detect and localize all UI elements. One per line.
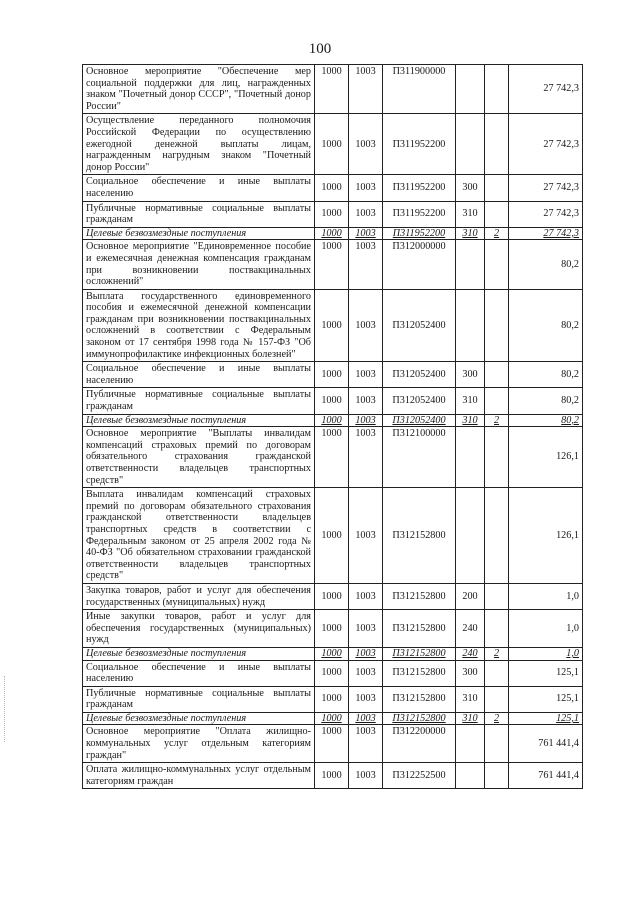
row-name: Социальное обеспечение и иные выплаты населению [83, 362, 315, 388]
row-amount: 27 742,3 [509, 175, 583, 201]
row-amount: 761 441,4 [509, 725, 583, 763]
row-source: 2 [485, 647, 509, 660]
table-row [83, 240, 583, 289]
table-row [83, 175, 583, 201]
row-name: Оплата жилищно-коммунальных услуг отдельным категориям граждан [83, 763, 315, 789]
row-target-code: П312052400 [383, 362, 456, 388]
row-amount: 125,1 [509, 660, 583, 686]
row-expense-type [456, 427, 485, 488]
row-section: 1000 [315, 240, 349, 289]
row-source: 2 [485, 712, 509, 725]
table-row [83, 583, 583, 609]
row-subsection: 1003 [349, 414, 383, 427]
row-subsection: 1003 [349, 583, 383, 609]
row-subsection: 1003 [349, 660, 383, 686]
row-section: 1000 [315, 201, 349, 227]
row-source [485, 427, 509, 488]
table-row [83, 65, 583, 114]
table-row [83, 647, 583, 660]
row-subsection: 1003 [349, 725, 383, 763]
row-expense-type: 240 [456, 647, 485, 660]
row-subsection: 1003 [349, 114, 383, 175]
row-source [485, 610, 509, 648]
row-expense-type [456, 763, 485, 789]
row-section: 1000 [315, 725, 349, 763]
row-source [485, 388, 509, 414]
row-name: Публичные нормативные социальные выплаты гражданам [83, 201, 315, 227]
row-section: 1000 [315, 427, 349, 488]
row-expense-type: 310 [456, 227, 485, 240]
row-section: 1000 [315, 289, 349, 362]
table-row [83, 488, 583, 584]
row-expense-type: 300 [456, 660, 485, 686]
row-amount: 80,2 [509, 414, 583, 427]
row-subsection: 1003 [349, 227, 383, 240]
row-subsection: 1003 [349, 427, 383, 488]
row-name: Публичные нормативные социальные выплаты гражданам [83, 388, 315, 414]
row-target-code: П312052400 [383, 414, 456, 427]
row-subsection: 1003 [349, 712, 383, 725]
row-section: 1000 [315, 114, 349, 175]
row-target-code: П312052400 [383, 388, 456, 414]
row-expense-type [456, 240, 485, 289]
row-name: Основное мероприятие "Единовременное пособие и ежемесячная денежная компенсация гражданам при возникновении поствакцинальных осложнений" [83, 240, 315, 289]
row-target-code: П311952200 [383, 201, 456, 227]
row-amount: 27 742,3 [509, 201, 583, 227]
row-subsection: 1003 [349, 763, 383, 789]
row-section: 1000 [315, 362, 349, 388]
row-name: Целевые безвозмездные поступления [83, 227, 315, 240]
table-row [83, 660, 583, 686]
row-expense-type: 310 [456, 388, 485, 414]
row-target-code: П311952200 [383, 227, 456, 240]
table-row [83, 686, 583, 712]
row-source [485, 65, 509, 114]
row-amount: 27 742,3 [509, 114, 583, 175]
table-row [83, 362, 583, 388]
row-amount: 80,2 [509, 240, 583, 289]
row-section: 1000 [315, 647, 349, 660]
row-expense-type: 240 [456, 610, 485, 648]
row-source [485, 686, 509, 712]
table-row [83, 227, 583, 240]
table-row [83, 610, 583, 648]
row-name: Осуществление переданного полномочия Российской Федерации по осуществлению ежегодной денежной выплаты лицам, награжденным нагрудным знаком "Почетный донор России" [83, 114, 315, 175]
row-name: Социальное обеспечение и иные выплаты населению [83, 660, 315, 686]
row-source [485, 175, 509, 201]
row-section: 1000 [315, 763, 349, 789]
row-section: 1000 [315, 610, 349, 648]
row-source [485, 114, 509, 175]
row-name: Основное мероприятие "Оплата жилищно-коммунальных услуг отдельным категориям граждан" [83, 725, 315, 763]
row-expense-type: 310 [456, 414, 485, 427]
row-amount: 1,0 [509, 610, 583, 648]
row-section: 1000 [315, 583, 349, 609]
row-source [485, 289, 509, 362]
row-target-code: П312152800 [383, 488, 456, 584]
row-target-code: П311952200 [383, 114, 456, 175]
table-row [83, 763, 583, 789]
row-target-code: П312052400 [383, 289, 456, 362]
row-amount: 125,1 [509, 686, 583, 712]
row-source: 2 [485, 227, 509, 240]
row-source [485, 488, 509, 584]
row-name: Выплата государственного единовременного пособия и ежемесячной денежной компенсации гражданам при возникновении поствакцинальных осложнений в соответствии с Федеральным законом от 17 сентября 1998 года № 157-ФЗ "Об иммунопрофилактике инфекционных болезней" [83, 289, 315, 362]
row-name: Целевые безвозмездные поступления [83, 647, 315, 660]
row-section: 1000 [315, 175, 349, 201]
row-amount: 761 441,4 [509, 763, 583, 789]
row-subsection: 1003 [349, 647, 383, 660]
row-expense-type [456, 289, 485, 362]
row-name: Основное мероприятие "Выплаты инвалидам компенсаций страховых премий по договорам обязательного страхования гражданской ответственности владельцев транспортных средств" [83, 427, 315, 488]
row-name: Целевые безвозмездные поступления [83, 712, 315, 725]
row-source [485, 240, 509, 289]
row-amount: 80,2 [509, 289, 583, 362]
row-name: Иные закупки товаров, работ и услуг для обеспечения государственных (муниципальных) нужд [83, 610, 315, 648]
row-section: 1000 [315, 686, 349, 712]
row-source: 2 [485, 414, 509, 427]
row-amount: 125,1 [509, 712, 583, 725]
row-amount: 27 742,3 [509, 227, 583, 240]
row-target-code: П312152800 [383, 660, 456, 686]
row-expense-type [456, 488, 485, 584]
table-row [83, 114, 583, 175]
row-source [485, 583, 509, 609]
row-amount: 80,2 [509, 362, 583, 388]
row-section: 1000 [315, 660, 349, 686]
table-row [83, 725, 583, 763]
page-number: 100 [308, 41, 332, 57]
row-expense-type: 310 [456, 201, 485, 227]
row-target-code: П312000000 [383, 240, 456, 289]
row-source [485, 362, 509, 388]
row-amount: 1,0 [509, 647, 583, 660]
row-target-code: П312200000 [383, 725, 456, 763]
row-name: Выплата инвалидам компенсаций страховых премий по договорам обязательного страхования гражданской ответственности владельцев транспортных средств в соответствии с Федеральным законом от 25 апреля 2002 года № 40-ФЗ "Об обязательном страховании гражданской ответственности владельцев транспортных средств" [83, 488, 315, 584]
table-row [83, 414, 583, 427]
table-row [83, 201, 583, 227]
row-section: 1000 [315, 388, 349, 414]
row-expense-type: 310 [456, 686, 485, 712]
row-section: 1000 [315, 227, 349, 240]
row-expense-type: 300 [456, 362, 485, 388]
row-amount: 126,1 [509, 488, 583, 584]
row-amount: 80,2 [509, 388, 583, 414]
row-expense-type: 200 [456, 583, 485, 609]
table-row [83, 388, 583, 414]
budget-table [82, 64, 583, 789]
table-row [83, 289, 583, 362]
row-subsection: 1003 [349, 362, 383, 388]
row-source [485, 763, 509, 789]
row-source [485, 201, 509, 227]
row-expense-type [456, 114, 485, 175]
row-subsection: 1003 [349, 488, 383, 584]
row-target-code: П312252500 [383, 763, 456, 789]
row-target-code: П312152800 [383, 583, 456, 609]
margin-mark [4, 676, 7, 742]
row-section: 1000 [315, 65, 349, 114]
row-section: 1000 [315, 488, 349, 584]
table-row [83, 427, 583, 488]
row-name: Закупка товаров, работ и услуг для обеспечения государственных (муниципальных) нужд [83, 583, 315, 609]
row-subsection: 1003 [349, 240, 383, 289]
row-subsection: 1003 [349, 610, 383, 648]
row-target-code: П312152800 [383, 712, 456, 725]
row-amount: 27 742,3 [509, 65, 583, 114]
row-name: Публичные нормативные социальные выплаты гражданам [83, 686, 315, 712]
row-subsection: 1003 [349, 175, 383, 201]
row-expense-type [456, 725, 485, 763]
row-subsection: 1003 [349, 65, 383, 114]
row-source [485, 660, 509, 686]
row-target-code: П312152800 [383, 647, 456, 660]
row-subsection: 1003 [349, 201, 383, 227]
row-subsection: 1003 [349, 388, 383, 414]
row-section: 1000 [315, 712, 349, 725]
row-name: Основное мероприятие "Обеспечение мер социальной поддержки для лиц, награжденных знаком "Почетный донор СССР", "Почетный донор России" [83, 65, 315, 114]
row-target-code: П312152800 [383, 610, 456, 648]
row-target-code: П312100000 [383, 427, 456, 488]
row-section: 1000 [315, 414, 349, 427]
table-row [83, 712, 583, 725]
row-source [485, 725, 509, 763]
row-amount: 1,0 [509, 583, 583, 609]
row-subsection: 1003 [349, 686, 383, 712]
row-expense-type: 310 [456, 712, 485, 725]
row-amount: 126,1 [509, 427, 583, 488]
row-target-code: П311900000 [383, 65, 456, 114]
row-subsection: 1003 [349, 289, 383, 362]
row-expense-type [456, 65, 485, 114]
row-name: Целевые безвозмездные поступления [83, 414, 315, 427]
row-name: Социальное обеспечение и иные выплаты населению [83, 175, 315, 201]
row-target-code: П312152800 [383, 686, 456, 712]
row-target-code: П311952200 [383, 175, 456, 201]
row-expense-type: 300 [456, 175, 485, 201]
